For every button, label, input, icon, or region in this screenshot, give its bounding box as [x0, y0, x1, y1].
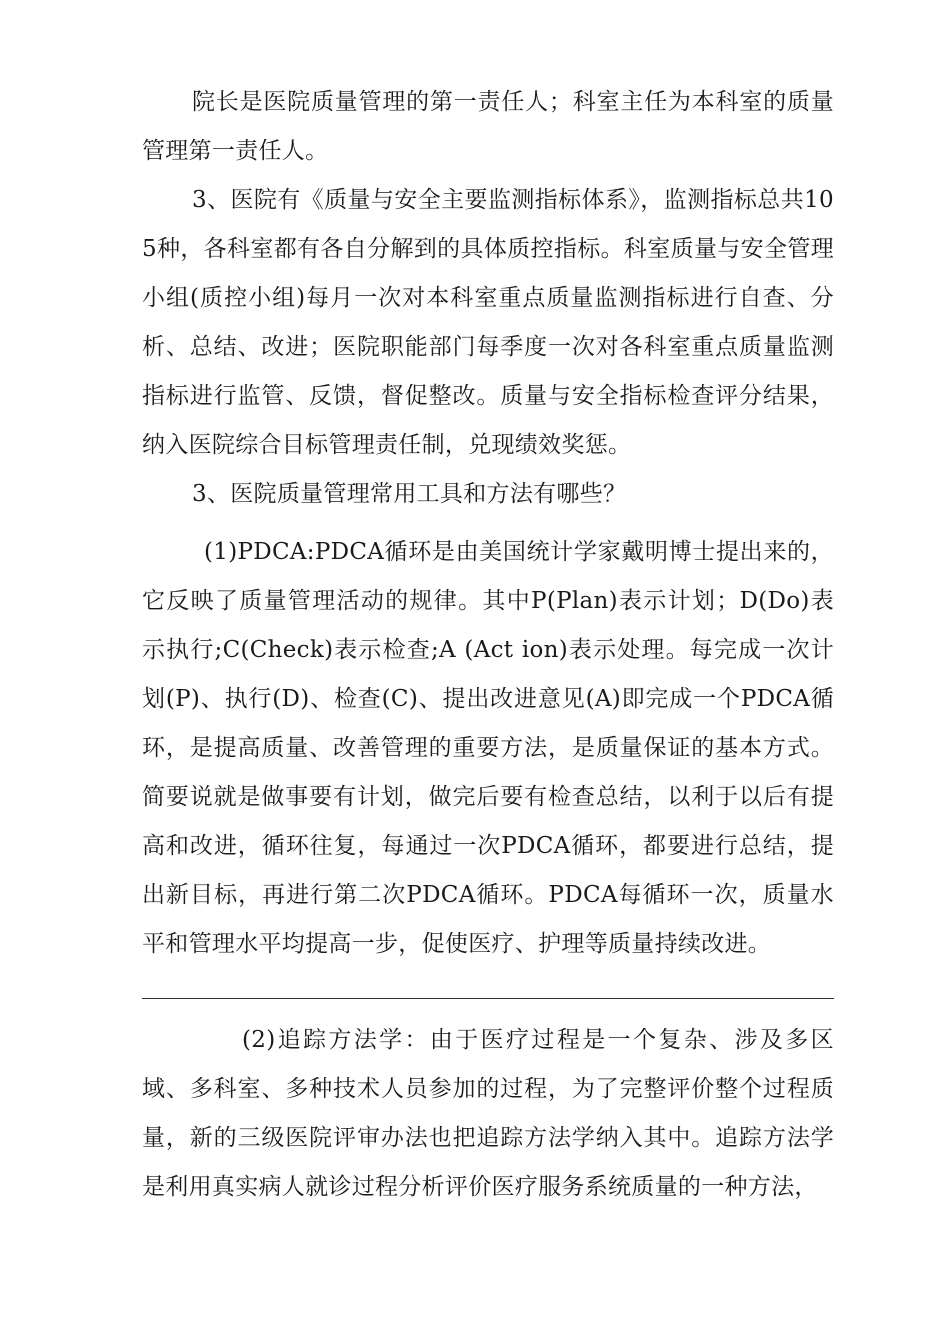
- paragraph-tools-heading: 3、医院质量管理常用工具和方法有哪些？: [192, 481, 627, 507]
- page-divider: [142, 998, 834, 999]
- paragraph-monitoring-indicators: 3、医院有《质量与安全主要监测指标体系》，监测指标总共105种，各科室都有各自分解到的具体质控指标。科室质量与安全管理小组(质控小组)每月一次对本科室重点质量监测指标进行自查、分析、总结、改进；医院职能部门每季度一次对各科室重点质量监测指标进行监管、反馈，督促整改。质量与安全指标检查评分结果，纳入医院综合目标管理责任制，兑现绩效奖惩。: [142, 187, 834, 458]
- paragraph-responsibility: 院长是医院质量管理的第一责任人；科室主任为本科室的质量管理第一责任人。: [142, 89, 834, 164]
- paragraph-pdca: (1)PDCA:PDCA循环是由美国统计学家戴明博士提出来的，它反映了质量管理活动的规律。其中P(Plan)表示计划；D(Do)表示执行;C(Check)表示检查;A (Act ion)表示处理。每完成一次计划(P)、执行(D)、检查(C)、提出改进意见(A)即完成一个PDCA循环，是提高质量、改善管理的重要方法，是质量保证的基本方式。简要说就是做事要有计划，做完后要有检查总结，以利于以后有提高和改进，循环往复，每通过一次PDCA循环，都要进行总结，提出新目标，再进行第二次PDCA循环。PDCA每循环一次，质量水平和管理水平均提高一步，促使医疗、护理等质量持续改进。: [142, 539, 834, 957]
- paragraph-tracer-methodology: (2)追踪方法学：由于医疗过程是一个复杂、涉及多区域、多科室、多种技术人员参加的过程，为了完整评价整个过程质量，新的三级医院评审办法也把追踪方法学纳入其中。追踪方法学是利用真实病人就诊过程分析评价医疗服务系统质量的一种方法，: [142, 1027, 834, 1200]
